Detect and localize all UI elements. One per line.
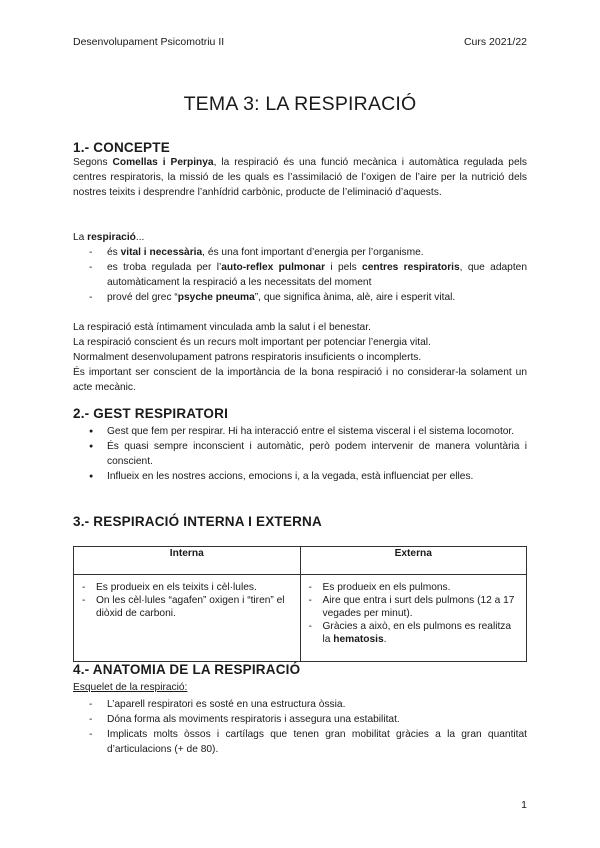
section-heading-respiracio: 3.- RESPIRACIÓ INTERNA I EXTERNA [73,514,322,529]
list-item: - L’aparell respiratori es sosté en una estructura òssia. [73,697,527,712]
anatomy-bullet-list [73,697,527,757]
table-header-interna: Interna [74,547,301,575]
table-cell-interna [74,575,301,662]
section-heading-gest: 2.- GEST RESPIRATORI [73,406,229,421]
subheading-esquelet: Esquelet de la respiració: [73,682,188,693]
list-item: - Implicats molts òssos i cartílags que tenen gran mobilitat gràcies a la gran quantitat d’articulacions (+ de 80). [73,727,527,757]
list-item: - es troba regulada per l’auto-reflex pulmonar i pels centres respiratoris, que adapten automàticament la respiració a les necessitats del moment [73,260,527,290]
list-item: ● Influeix en les nostres accions, emocions i, a la vegada, està influenciat per elles. [73,469,527,484]
list-item: - Es produeix en els teixits i cèl·lules. [82,581,292,594]
concept-bullet-list [73,245,527,305]
list-item: - Gràcies a això, en els pulmons es realitza la hematosis. [309,620,519,646]
list-item: - Es produeix en els pulmons. [309,581,519,594]
list-item: - prové del grec “psyche pneuma”, que significa ànima, alè, aire i esperit vital. [73,290,527,305]
page-title: TEMA 3: LA RESPIRACIÓ [183,93,417,115]
list-item: ● Gest que fem per respirar. Hi ha interacció entre el sistema visceral i el sistema locomotor. [73,424,527,439]
gest-bullet-list [73,424,527,484]
section-heading-anatomia: 4.- ANATOMIA DE LA RESPIRACIÓ [73,662,301,677]
course-year: Curs 2021/22 [463,36,527,48]
intro-paragraph: Segons Comellas i Perpinya, la respiració és una funció mecànica i automàtica regulada pels centres respiratoris, la missió de les quals es l’assimilació de l’oxigen de l’aire per la nutrició dels nostres teixits i desprendre l’anhídrid carbònic, producte de l’eliminació d’aquests. [73,157,527,198]
page-number: 1 [521,799,527,811]
table-header-externa: Externa [300,547,527,575]
table-cell-externa [300,575,527,662]
list-item: - és vital i necessària, és una font important d’energia per l’organisme. [73,245,527,260]
lead-line: La respiració... [73,232,145,243]
list-item: - On les cèl·lules “agafen” oxigen i “tiren” el diòxid de carboni. [82,594,292,620]
concept-paragraphs: La respiració està íntimament vinculada amb la salut i el benestar. La respiració conscient és un recurs molt important per potenciar l’energia vital. Normalment desenvolupament patrons respiratoris insuficients o incomplerts. És important ser conscient de la importància de la bona respiració i no considerar-la solament un acte mecànic. [73,322,527,393]
list-item: - Dóna forma als moviments respiratoris i assegura una estabilitat. [73,712,527,727]
list-item: - Aire que entra i surt dels pulmons (12 a 17 vegades per minut). [309,594,519,620]
course-name: Desenvolupament Psicomotriu II [73,36,225,48]
comparison-table [73,546,527,662]
author-name: Comellas i Perpinya [112,157,214,168]
section-heading-concepte: 1.- CONCEPTE [73,140,170,155]
list-item: ● És quasi sempre inconscient i automàtic, però podem intervenir de manera voluntària i conscient. [73,439,527,469]
